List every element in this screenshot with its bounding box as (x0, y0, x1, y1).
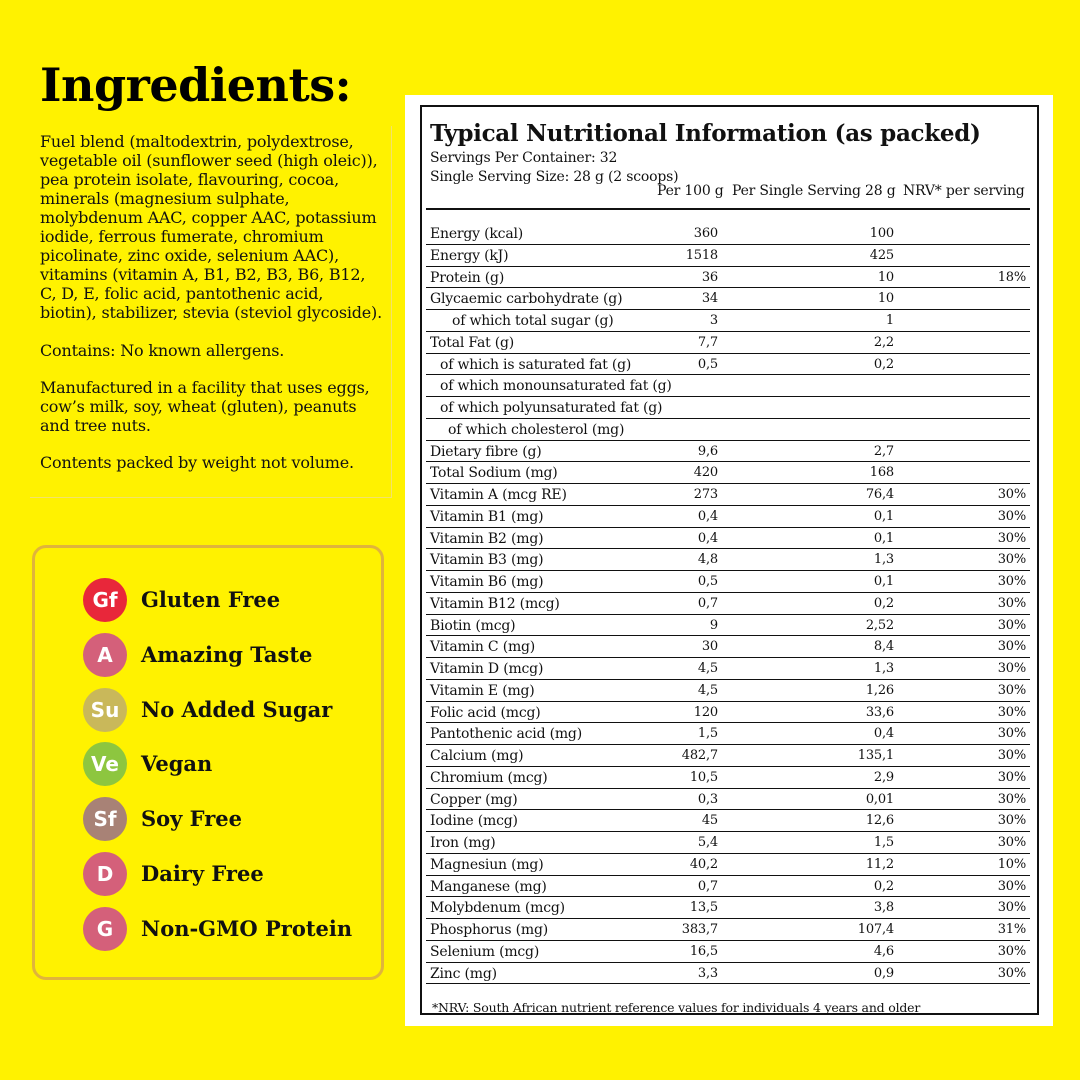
ingredients-panel (30, 126, 392, 498)
nutrient-name: of which cholesterol (mg) (448, 421, 625, 438)
value-per-100g: 36 (701, 269, 718, 285)
table-row (426, 767, 1030, 789)
table-row (426, 680, 1030, 702)
nutrient-name: of which monounsaturated fat (g) (440, 378, 672, 395)
value-per-100g: 34 (701, 291, 718, 307)
nutrient-name: Vitamin A (mcg RE) (430, 487, 567, 503)
value-per-serving: 0,4 (873, 726, 894, 742)
badge-label: Dairy Free (141, 861, 264, 886)
value-nrv: 18% (997, 269, 1026, 285)
value-nrv: 30% (997, 748, 1026, 763)
value-per-serving: 11,2 (865, 856, 894, 872)
value-per-serving: 1,26 (865, 682, 894, 698)
nutrient-name: Total Fat (g) (430, 334, 515, 351)
table-row (426, 462, 1030, 484)
value-per-100g: 4,5 (697, 682, 718, 698)
dairy-free-icon: D (83, 852, 127, 896)
table-row (426, 506, 1030, 528)
column-header-per-serving: Per Single Serving 28 g (732, 183, 896, 199)
value-nrv: 30% (997, 661, 1026, 676)
value-per-serving: 1 (885, 313, 894, 328)
value-per-serving: 0,2 (873, 356, 894, 372)
value-per-100g: 16,5 (689, 943, 718, 959)
value-per-serving: 168 (869, 465, 894, 481)
value-nrv: 30% (997, 487, 1026, 502)
vegan-icon: Ve (83, 742, 127, 786)
facility-text: Manufactured in a facility that uses eggs, cow’s milk, soy, wheat (gluten), peanuts and tree nuts. (40, 378, 370, 435)
value-per-serving: 8,4 (873, 639, 894, 655)
value-per-100g: 4,8 (697, 552, 718, 568)
value-per-serving: 0,1 (873, 530, 894, 546)
value-per-serving: 10 (877, 291, 894, 307)
value-per-serving: 0,1 (873, 508, 894, 524)
value-nrv: 30% (997, 595, 1026, 611)
value-per-serving: 0,01 (865, 791, 894, 807)
value-nrv: 31% (997, 922, 1026, 937)
nutrition-rows (426, 223, 1030, 984)
soy-free-icon: Sf (83, 797, 127, 841)
header-divider (426, 208, 1030, 210)
value-nrv: 30% (997, 965, 1026, 981)
badge-gluten-free (83, 578, 373, 622)
badge-dairy-free (83, 852, 373, 896)
value-per-100g: 7,7 (697, 334, 718, 350)
nutrient-name: Pantothenic acid (mg) (430, 726, 582, 743)
nutrient-name: of which total sugar (g) (452, 313, 614, 329)
badge-label: Vegan (141, 751, 213, 776)
nutrient-name: Molybdenum (mcg) (430, 900, 565, 917)
table-row (426, 615, 1030, 637)
value-per-100g: 9,6 (697, 443, 718, 459)
value-per-100g: 3 (709, 313, 718, 328)
ingredients-text: Fuel blend (maltodextrin, polydextrose, vegetable oil (sunflower seed (high oleic)), pea protein isolate, flavouring, cocoa, minerals (magnesium sulphate, molybdenum AAC, copper AAC, potassium iodide, ferrous fumerate, chromium picolinate, zinc oxide, selenium AAC), vitamins (vitamin A, B1, B2, B3, B6, B12, C, D, E, folic acid, pantothenic acid, biotin), stabilizer, stevia (steviol glycoside). (40, 132, 382, 322)
nutrient-name: Vitamin C (mg) (430, 639, 536, 656)
value-per-serving: 425 (869, 247, 894, 263)
value-nrv: 30% (997, 900, 1026, 916)
value-nrv: 30% (997, 704, 1026, 720)
badge-label: Gluten Free (141, 587, 281, 612)
table-row (426, 310, 1030, 332)
table-row (426, 723, 1030, 745)
value-per-serving: 100 (869, 226, 894, 241)
value-per-100g: 482,7 (681, 748, 718, 763)
table-row (426, 397, 1030, 419)
value-per-100g: 45 (701, 813, 718, 829)
table-row (426, 941, 1030, 963)
value-per-serving: 2,7 (873, 443, 894, 459)
nutrient-name: Phosphorus (mg) (430, 922, 548, 938)
value-per-100g: 360 (693, 226, 718, 241)
value-per-serving: 4,6 (873, 943, 894, 959)
value-per-serving: 1,3 (873, 552, 894, 568)
value-nrv: 30% (997, 552, 1026, 568)
nutrient-name: Vitamin B3 (mg) (430, 552, 544, 569)
table-row (426, 223, 1030, 245)
nutrient-name: Vitamin B1 (mg) (430, 508, 544, 525)
nutrient-name: Total Sodium (mg) (430, 465, 558, 482)
badge-label: Amazing Taste (141, 642, 313, 667)
table-row (426, 419, 1030, 441)
table-row (426, 354, 1030, 376)
nutrient-name: Dietary fibre (g) (430, 443, 542, 460)
nutrient-name: Chromium (mcg) (430, 769, 548, 786)
value-per-serving: 1,5 (873, 835, 894, 850)
value-per-100g: 4,5 (697, 661, 718, 676)
badge-label: No Added Sugar (141, 697, 333, 722)
dietary-badges-panel (32, 545, 384, 980)
value-per-100g: 5,4 (697, 835, 718, 850)
table-row (426, 963, 1030, 985)
value-per-serving: 10 (877, 269, 894, 285)
nutrient-name: Copper (mg) (430, 791, 518, 808)
column-header-per-100g: Per 100 g (657, 183, 724, 199)
amazing-taste-icon: A (83, 633, 127, 677)
table-row (426, 375, 1030, 397)
allergens-text: Contains: No known allergens. (40, 341, 285, 360)
value-per-serving: 76,4 (865, 487, 894, 502)
badge-label: Non-GMO Protein (141, 916, 353, 941)
nutrient-name: Vitamin B6 (mg) (430, 574, 544, 590)
nutrient-name: Biotin (mcg) (430, 617, 516, 634)
value-per-100g: 1,5 (697, 726, 718, 742)
nrv-footnote: *NRV: South African nutrient reference values for individuals 4 years and older (432, 1000, 921, 1015)
value-per-100g: 40,2 (689, 856, 718, 872)
table-row (426, 549, 1030, 571)
table-row (426, 267, 1030, 289)
value-per-100g: 13,5 (689, 900, 718, 916)
servings-per-container: Servings Per Container: 32 (430, 150, 618, 166)
value-nrv: 30% (997, 530, 1026, 546)
value-per-serving: 1,3 (873, 661, 894, 676)
table-row (426, 636, 1030, 658)
value-per-100g: 273 (693, 487, 718, 502)
table-row (426, 484, 1030, 506)
nutrient-name: Selenium (mcg) (430, 943, 540, 960)
value-nrv: 30% (997, 813, 1026, 829)
nutrition-table (420, 105, 1039, 1015)
value-nrv: 30% (997, 943, 1026, 959)
non-gmo-icon: G (83, 907, 127, 951)
nutrient-name: Folic acid (mcg) (430, 704, 541, 721)
value-nrv: 30% (997, 639, 1026, 655)
serving-size: Single Serving Size: 28 g (2 scoops) (430, 169, 679, 185)
nutrient-name: Calcium (mg) (430, 748, 524, 764)
table-row (426, 332, 1030, 354)
value-per-serving: 0,2 (873, 878, 894, 894)
value-nrv: 30% (997, 769, 1026, 785)
value-per-serving: 107,4 (857, 922, 894, 937)
nutrient-name: Glycaemic carbohydrate (g) (430, 291, 623, 308)
value-per-serving: 0,1 (873, 574, 894, 589)
gluten-free-icon: Gf (83, 578, 127, 622)
nutrient-name: Vitamin B12 (mcg) (430, 595, 560, 612)
table-row (426, 919, 1030, 941)
value-per-100g: 0,7 (697, 595, 718, 611)
table-row (426, 441, 1030, 463)
value-per-100g: 0,7 (697, 878, 718, 894)
table-row (426, 745, 1030, 767)
badge-no-added-sugar (83, 688, 373, 732)
value-per-100g: 30 (701, 639, 718, 655)
value-nrv: 30% (997, 617, 1026, 633)
table-row (426, 876, 1030, 898)
table-row (426, 897, 1030, 919)
value-per-100g: 383,7 (681, 922, 718, 937)
value-nrv: 30% (997, 726, 1026, 742)
nutrition-panel (405, 95, 1053, 1026)
nutrient-name: Vitamin E (mg) (430, 682, 535, 699)
value-per-serving: 2,9 (873, 769, 894, 785)
value-per-100g: 0,5 (697, 356, 718, 372)
table-row (426, 571, 1030, 593)
value-per-serving: 12,6 (865, 813, 894, 829)
nutrient-name: Magnesiun (mg) (430, 856, 544, 873)
badge-vegan (83, 742, 373, 786)
no-added-sugar-icon: Su (83, 688, 127, 732)
nutrient-name: Energy (kJ) (430, 247, 509, 264)
value-per-serving: 0,2 (873, 595, 894, 611)
table-row (426, 528, 1030, 550)
value-per-serving: 3,8 (873, 900, 894, 916)
nutrition-title: Typical Nutritional Information (as packed) (430, 120, 981, 147)
table-row (426, 702, 1030, 724)
value-per-100g: 9 (709, 617, 718, 633)
nutrient-name: Protein (g) (430, 269, 505, 286)
value-per-serving: 2,2 (873, 334, 894, 350)
table-row (426, 810, 1030, 832)
value-per-100g: 0,5 (697, 574, 718, 589)
value-per-100g: 0,4 (697, 508, 718, 524)
table-row (426, 854, 1030, 876)
table-row (426, 245, 1030, 267)
value-nrv: 30% (997, 835, 1026, 850)
value-per-100g: 10,5 (689, 769, 718, 785)
nutrient-name: of which is saturated fat (g) (440, 356, 632, 373)
nutrient-name: Iron (mg) (430, 835, 496, 851)
value-nrv: 30% (997, 878, 1026, 894)
value-per-100g: 120 (693, 704, 718, 720)
value-per-serving: 135,1 (857, 748, 894, 763)
value-per-100g: 3,3 (697, 965, 718, 981)
badge-label: Soy Free (141, 806, 243, 831)
nutrient-name: Zinc (mg) (430, 965, 497, 982)
packing-text: Contents packed by weight not volume. (40, 453, 354, 472)
nutrient-name: of which polyunsaturated fat (g) (440, 400, 663, 416)
value-nrv: 10% (997, 856, 1026, 872)
nutrient-name: Iodine (mcg) (430, 813, 518, 830)
column-header-nrv: NRV* per serving (903, 183, 1025, 199)
value-nrv: 30% (997, 791, 1026, 807)
badge-soy-free (83, 797, 373, 841)
value-per-100g: 0,3 (697, 791, 718, 807)
table-row (426, 832, 1030, 854)
value-per-serving: 2,52 (865, 617, 894, 633)
value-per-100g: 420 (693, 465, 718, 481)
table-row (426, 789, 1030, 811)
value-nrv: 30% (997, 682, 1026, 698)
table-row (426, 658, 1030, 680)
badge-amazing-taste (83, 633, 373, 677)
value-nrv: 30% (997, 508, 1026, 524)
nutrient-name: Manganese (mg) (430, 878, 547, 895)
badge-non-gmo-protein (83, 907, 373, 951)
table-row (426, 593, 1030, 615)
value-per-serving: 33,6 (865, 704, 894, 720)
table-row (426, 288, 1030, 310)
nutrient-name: Energy (kcal) (430, 226, 524, 242)
value-nrv: 30% (997, 574, 1026, 589)
nutrient-name: Vitamin D (mcg) (430, 661, 544, 677)
value-per-100g: 0,4 (697, 530, 718, 546)
value-per-100g: 1518 (685, 247, 718, 263)
nutrient-name: Vitamin B2 (mg) (430, 530, 544, 547)
ingredients-title: Ingredients: (40, 58, 352, 112)
value-per-serving: 0,9 (873, 965, 894, 981)
